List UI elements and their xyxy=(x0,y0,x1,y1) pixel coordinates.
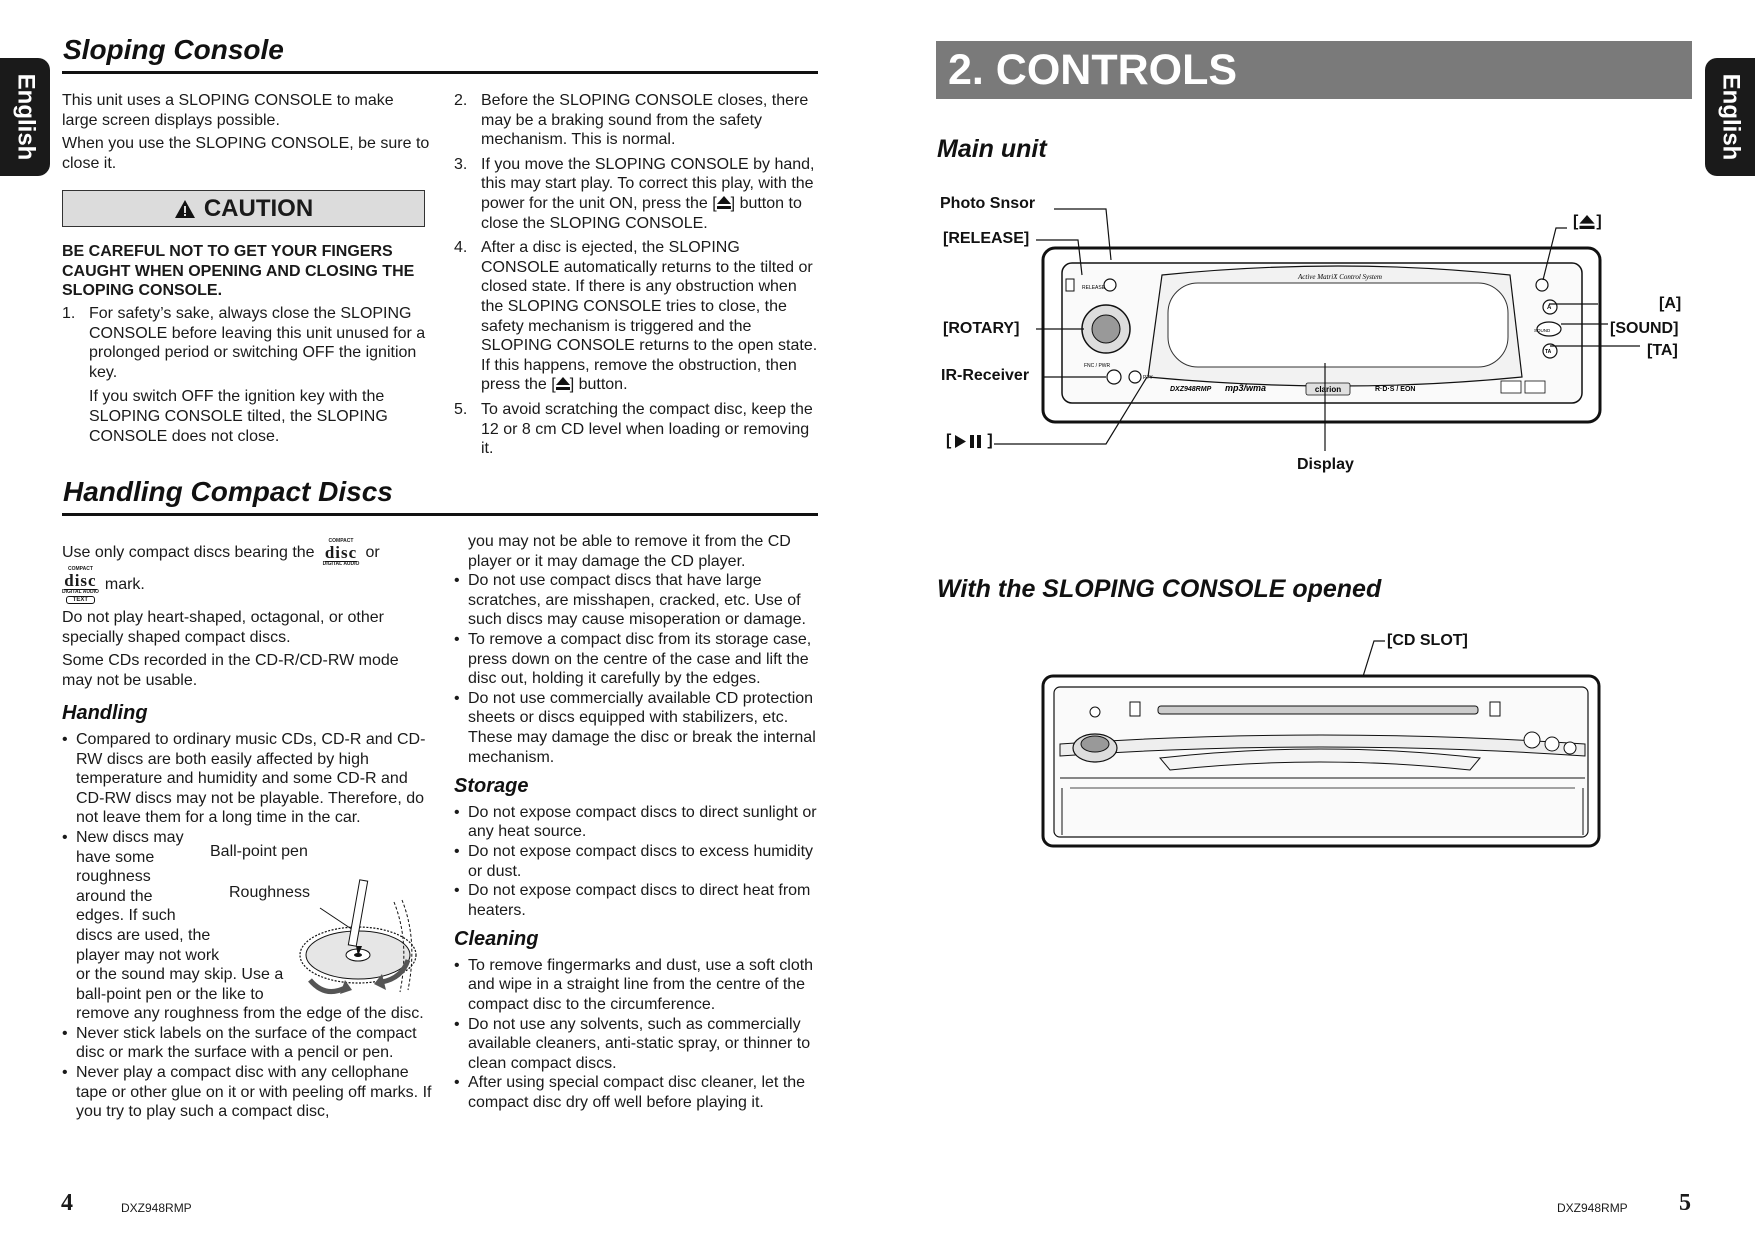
label-ta-text: TA xyxy=(1652,342,1673,359)
new-discs-line: around the xyxy=(76,887,153,905)
new-discs-line: have some xyxy=(76,848,155,866)
eject-icon xyxy=(1579,215,1595,229)
label-eject xyxy=(1573,213,1602,231)
label-cd-slot-text: CD SLOT xyxy=(1392,632,1463,649)
sloping-list-right xyxy=(454,91,820,464)
unit-model-text: DXZ948RMP xyxy=(1170,386,1212,393)
handling-bullet-storage-case: • To remove a compact disc from its storage case, press down on the centre of the case and lift the disc out, holding it carefully by the edges. xyxy=(454,630,820,689)
item-number: 3. xyxy=(454,155,468,173)
compact-disc-text-logo xyxy=(62,567,99,604)
storage-bullet-3: • Do not expose compact discs to direct heat from heaters. xyxy=(454,881,820,920)
sloping-intro-p1: This unit uses a SLOPING CONSOLE to make large screen displays possible. xyxy=(62,92,394,129)
logo-text-tag: TEXT xyxy=(66,596,95,604)
use-only-or: or xyxy=(365,544,380,562)
label-ta: [TA] xyxy=(1647,342,1678,359)
sloping-intro xyxy=(62,91,432,177)
label-ir-receiver: IR-Receiver xyxy=(941,367,1030,384)
eject-bracket-close: ] xyxy=(1596,213,1602,230)
item-number: 5. xyxy=(454,400,468,418)
item-text-end: ] button. xyxy=(569,376,628,394)
cdr-paragraph: Some CDs recorded in the CD-R/CD-RW mode may not be usable. xyxy=(62,652,399,689)
eject-icon xyxy=(556,377,570,390)
label-release-text: RELEASE xyxy=(948,230,1024,247)
unit-rds-text: R·D·S / EON xyxy=(1375,386,1416,393)
unit-fnc-text: FNC / PWR xyxy=(1084,363,1111,369)
sloping-console-title: Sloping Console xyxy=(63,34,284,65)
label-a: [A] xyxy=(1659,295,1682,312)
opened-section-title: With the SLOPING CONSOLE opened xyxy=(937,575,1382,603)
use-only-text: Use only compact discs bearing the xyxy=(62,544,315,562)
unit-pty-text: PTY xyxy=(1143,375,1153,381)
logo-bottom: DIGITAL AUDIO xyxy=(62,588,99,595)
handling-bullet-cellophane: • Never play a compact disc with any cellophane tape or other glue on it or with peeling off marks. If you try to play such a compact disc, xyxy=(62,1063,432,1122)
page-number-right: 5 xyxy=(1679,1190,1691,1216)
play-bracket-open: [ xyxy=(946,432,952,449)
handling-subtitle: Handling xyxy=(62,702,148,725)
eject-bracket-open: [ xyxy=(1573,213,1579,230)
new-discs-line: discs are used, the xyxy=(76,926,211,944)
new-discs-line: roughness xyxy=(76,868,151,886)
label-cd-slot: [CD SLOT] xyxy=(1387,632,1468,649)
callout-lines xyxy=(936,195,1696,465)
label-sound: [SOUND] xyxy=(1610,320,1679,337)
cleaning-bullet-2: • Do not use any solvents, such as commercially available cleaners, anti-static spray, or thinner to clean compact discs. xyxy=(454,1015,820,1074)
item-text: For safety’s sake, always close the SLOPING CONSOLE before leaving this unit unused for a prolonged period or switching OFF the ignition key. xyxy=(89,305,426,381)
caution-label: CAUTION xyxy=(203,194,314,222)
sloping-item-4 xyxy=(454,238,820,395)
handling-right-col xyxy=(454,532,820,1113)
logo-top: COMPACT xyxy=(328,538,354,544)
disc-roughness-illustration xyxy=(290,860,430,1000)
sloping-item-2 xyxy=(454,91,820,150)
eject-icon xyxy=(717,196,731,209)
handling-bullet-protection-sheets: • Do not use commercially available CD protection sheets or discs equipped with stabilizers, etc. These may damage the disc or break the internal mechanism. xyxy=(454,689,820,767)
language-tab-right xyxy=(1705,58,1755,176)
new-discs-line: or the sound may skip. Use a xyxy=(76,966,284,984)
item-number: 1. xyxy=(62,305,76,322)
label-release: [RELEASE] xyxy=(943,230,1030,247)
play-bracket-close: ] xyxy=(987,432,993,449)
new-discs-tail: remove any roughness from the edge of the disc. xyxy=(76,1005,424,1023)
handling-title-rule xyxy=(62,513,818,516)
language-tab-left-label: English xyxy=(12,73,40,161)
cleaning-bullet-3: • After using special compact disc cleaner, let the compact disc dry off well before playing it. xyxy=(454,1073,820,1112)
main-unit-title: Main unit xyxy=(937,135,1047,163)
handling-left-col xyxy=(62,540,432,1122)
sloping-item-1 xyxy=(62,304,432,446)
item-number: 4. xyxy=(454,239,468,257)
item-text: If you move the SLOPING CONSOLE by hand, this may start play. To correct this play, with the power for the unit ON, press the [ xyxy=(481,155,815,212)
new-discs-line: player may not work xyxy=(76,946,220,964)
new-discs-line: edges. If such xyxy=(76,907,176,925)
cleaning-bullet-1: • To remove fingermarks and dust, use a soft cloth and wipe in a straight line from the centre of the compact disc to the circumference. xyxy=(454,956,820,1015)
storage-bullet-2: • Do not expose compact discs to excess humidity or dust. xyxy=(454,842,820,881)
label-a-text: A xyxy=(1664,295,1676,312)
handling-bullet-scratches: • Do not use compact discs that have large scratches, are misshapen, cracked, etc. Use of such discs may cause misoperation or damage. xyxy=(454,571,820,630)
storage-subtitle: Storage xyxy=(454,775,529,798)
unit-sound-text: SOUND xyxy=(1534,328,1551,333)
handling-bullet-1: • Compared to ordinary music CDs, CD-R and CD-RW discs are both easily affected by high temperature and humidity and some CD-R and CD-RW discs may not be playable. Therefore, do not leave them for a long time in the car. xyxy=(62,730,432,828)
cleaning-subtitle: Cleaning xyxy=(454,928,539,951)
unit-brand-text: clarion xyxy=(1314,385,1342,394)
unit-a-text: A xyxy=(1547,305,1552,311)
item-text: Before the SLOPING CONSOLE closes, there may be a braking sound from the safety mechanism. This is normal. xyxy=(481,92,809,149)
shapes-paragraph: Do not play heart-shaped, octagonal, or other specially shaped compact discs. xyxy=(62,609,384,646)
unit-formats-text: mp3/wma xyxy=(1225,383,1267,393)
sloping-item-3 xyxy=(454,155,820,233)
model-footer-right: DXZ948RMP xyxy=(1557,1201,1628,1215)
unit-ta-text: TA xyxy=(1545,349,1552,355)
logo-word: disc xyxy=(324,543,358,562)
sloping-intro-p2: When you use the SLOPING CONSOLE, be sure to close it. xyxy=(62,135,430,172)
storage-bullet-1: • Do not expose compact discs to direct sunlight or any heat source. xyxy=(454,803,820,842)
figure-ballpoint-label: Ball-point pen xyxy=(210,843,308,860)
label-play-pause xyxy=(946,432,993,450)
logo-word: disc xyxy=(64,570,97,590)
item-text: To avoid scratching the compact disc, keep the 12 or 8 cm CD level when loading or removing it. xyxy=(481,400,813,458)
sloping-item-5 xyxy=(454,400,820,459)
item-number: 2. xyxy=(454,92,468,109)
figure-roughness-label: Roughness xyxy=(229,884,310,901)
warning-triangle-icon xyxy=(174,199,196,219)
play-pause-icon xyxy=(955,435,983,448)
new-discs-line: ball-point pen or the like to xyxy=(76,985,264,1003)
logo-top: COMPACT xyxy=(67,565,93,572)
logo-bottom: DIGITAL AUDIO xyxy=(322,561,360,567)
handling-bullet-labels: • Never stick labels on the surface of the compact disc or mark the surface with a pencil or pen. xyxy=(62,1024,432,1063)
label-rotary-text: ROTARY xyxy=(948,320,1015,337)
item-text-end: ] button to close the SLOPING CONSOLE. xyxy=(481,194,802,232)
sloping-list-left xyxy=(62,304,432,451)
new-discs-line: • New discs may xyxy=(76,828,184,846)
mark-line xyxy=(62,565,432,603)
label-photo-sensor: Photo Snsor xyxy=(940,195,1036,212)
handling-title: Handling Compact Discs xyxy=(63,476,393,507)
use-only-line xyxy=(62,540,432,566)
label-display: Display xyxy=(1297,456,1354,473)
language-tab-right-label: English xyxy=(1717,73,1745,161)
label-rotary: [ROTARY] xyxy=(943,320,1020,337)
model-footer-left: DXZ948RMP xyxy=(121,1201,192,1215)
sloping-title-rule xyxy=(62,71,818,74)
cellophane-continued: you may not be able to remove it from the CD player or it may damage the CD player. xyxy=(468,533,791,570)
mark-text: mark. xyxy=(104,576,145,594)
controls-header-bar: 2. CONTROLS xyxy=(936,41,1692,99)
sloping-item-1-extra: If you switch OFF the ignition key with the SLOPING CONSOLE tilted, the SLOPING CONSOLE does not close. xyxy=(89,388,388,445)
caution-box xyxy=(62,190,425,227)
caution-warning: BE CAREFUL NOT TO GET YOUR FINGERS CAUGHT WHEN OPENING AND CLOSING THE SLOPING CONSOLE. xyxy=(62,243,415,300)
compact-disc-logo xyxy=(323,539,360,567)
unit-system-text: Active MatriX Control System xyxy=(1298,273,1382,281)
page-number-left: 4 xyxy=(61,1190,73,1216)
unit-release-text: RELEASE xyxy=(1082,285,1106,291)
label-sound-text: SOUND xyxy=(1615,320,1674,337)
language-tab-left xyxy=(0,58,50,176)
opened-console-illustration xyxy=(1040,640,1605,850)
item-text: After a disc is ejected, the SLOPING CONSOLE automatically returns to the tilted or closed state. If there is any obstruction when the SLOPING CONSOLE tries to close, the safety mechanism is triggered and the SLOPING CONSOLE returns to the open state. If this happens, remove the obstruction, then press the [ xyxy=(481,239,818,394)
